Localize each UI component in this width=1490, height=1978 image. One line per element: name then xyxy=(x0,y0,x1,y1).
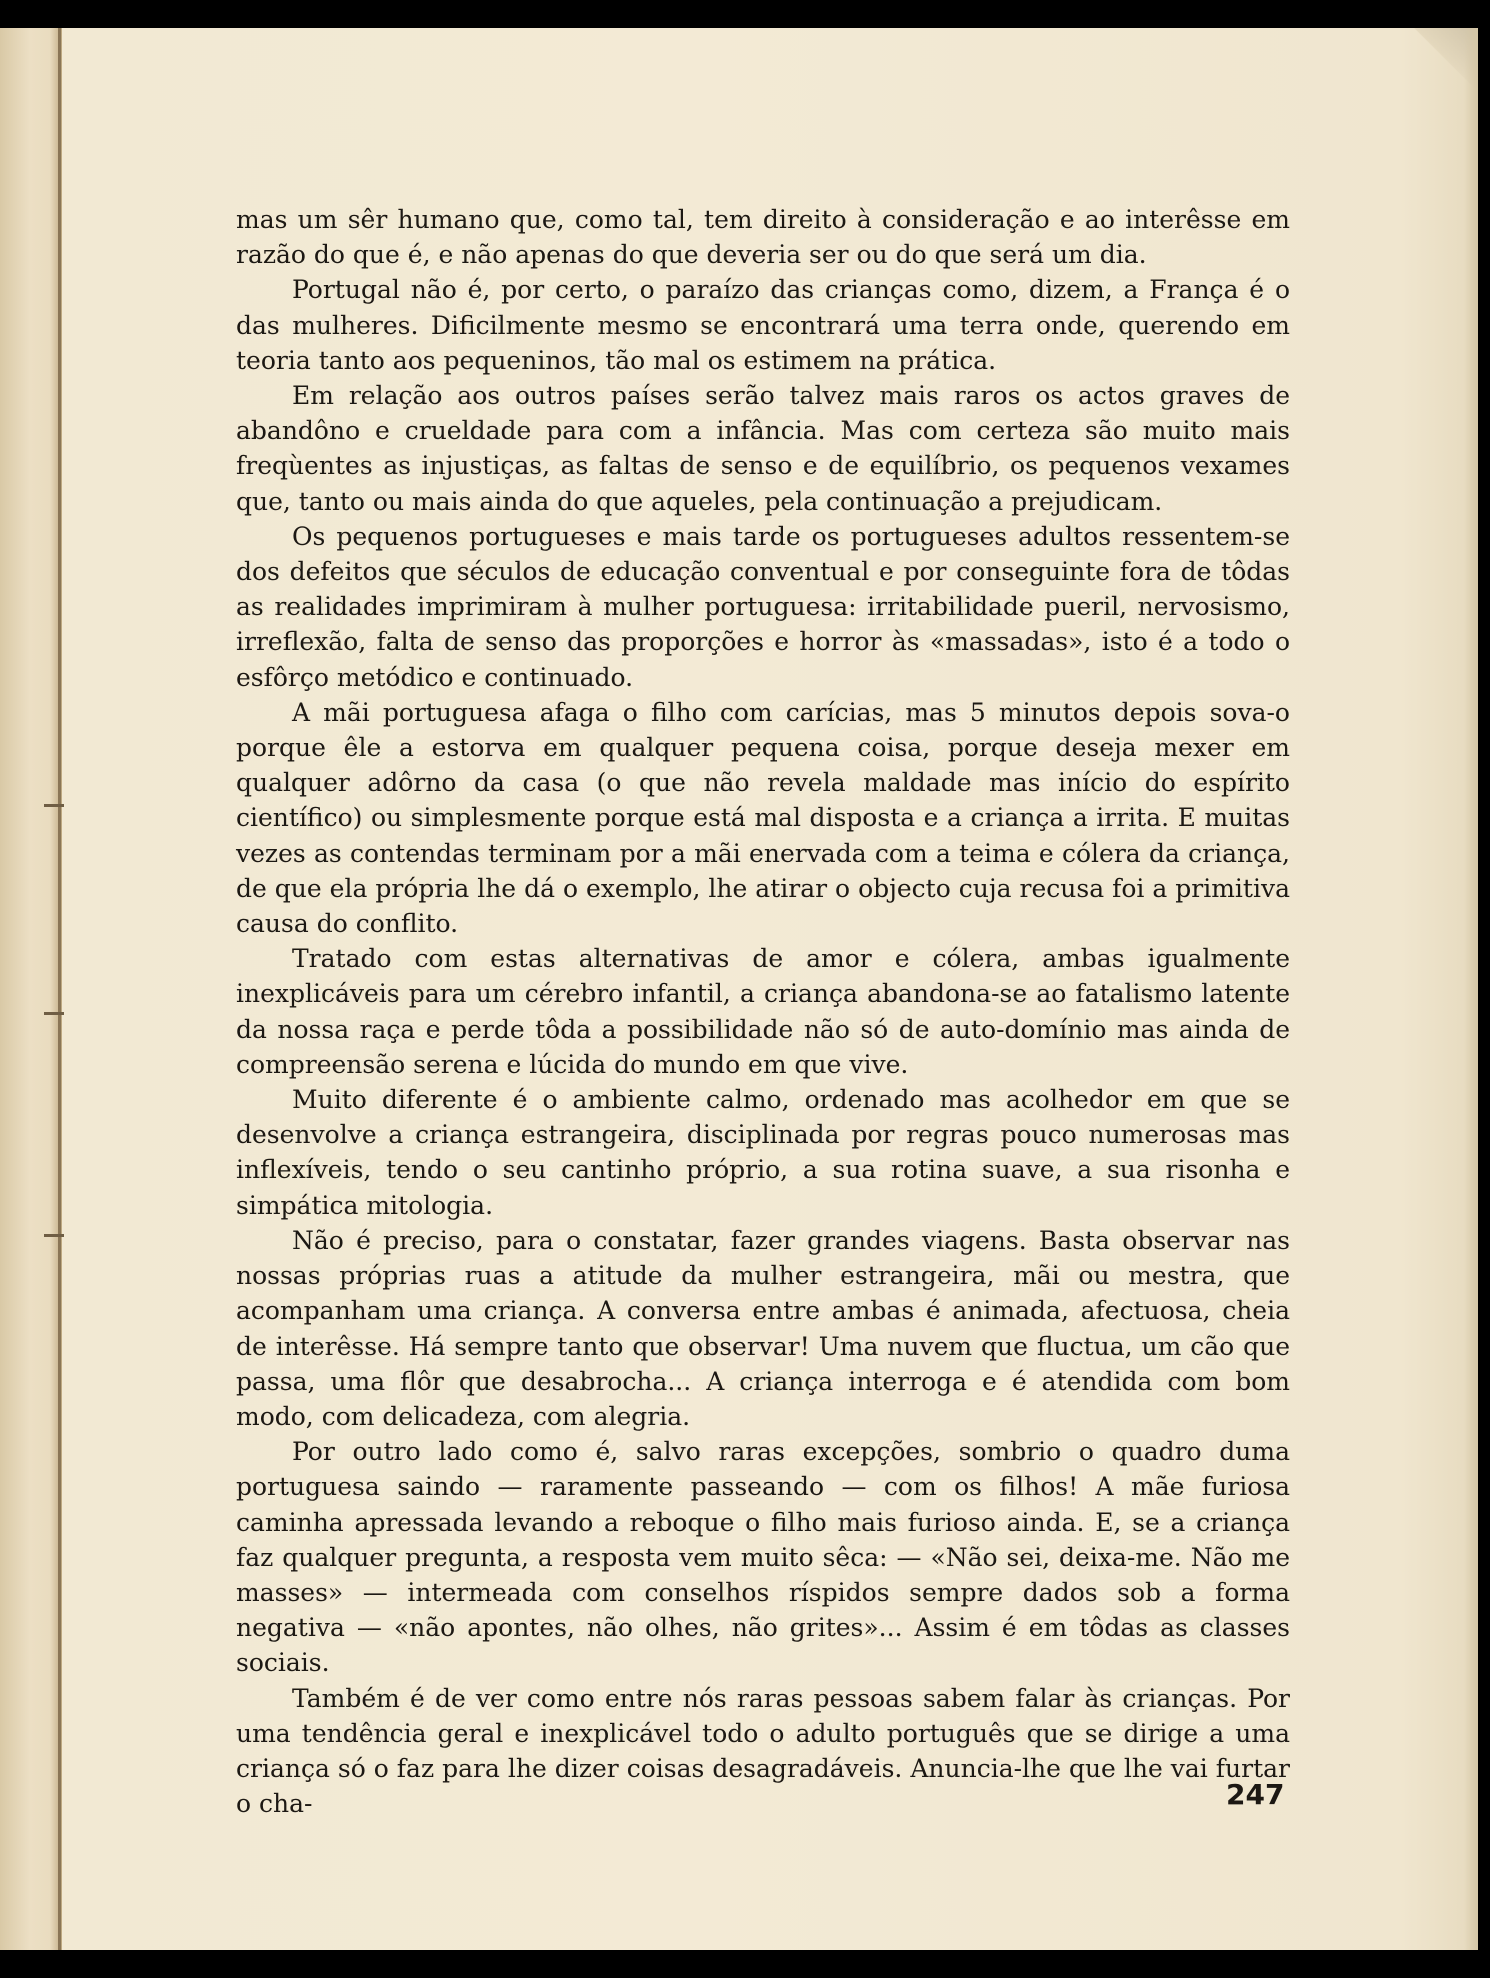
binding-mark xyxy=(44,1234,64,1237)
book-spine xyxy=(0,28,62,1950)
paragraph: Não é preciso, para o constatar, fazer grandes viagens. Basta observar nas nossas próprias ruas a atitude da mulher estrangeira, mãi ou mestra, que acompanham uma criança. A conversa entre ambas é animada, afectuosa, cheia de interêsse. Há sempre tanto que observar! Uma nuvem que fluctua, um cão que passa, uma flôr que desabrocha... A criança interroga e é atendida com bom modo, com delicadeza, com alegria. xyxy=(236,1225,1290,1431)
paragraph: A mãi portuguesa afaga o filho com carícias, mas 5 minutos depois sova-o porque êle a estorva em qualquer pequena coisa, porque deseja mexer em qualquer adôrno da casa (o que não revela maldade mas início do espírito científico) ou simplesmente porque está mal disposta e a criança a irrita. E muitas vezes as contendas terminam por a mãi enervada com a teima e cólera da criança, de que ela própria lhe dá o exemplo, lhe atirar o objecto cuja recusa foi a primitiva causa do conflito. xyxy=(236,697,1290,939)
book-page xyxy=(0,28,1478,1950)
body-text xyxy=(236,202,1290,1821)
paragraph: Também é de ver como entre nós raras pessoas sabem falar às crianças. Por uma tendência geral e inexplicável todo o adulto português que se dirige a uma criança só o faz para lhe dizer coisas desagradáveis. Anuncia-lhe que lhe vai furtar o cha- xyxy=(236,1683,1290,1819)
binding-mark xyxy=(44,1012,64,1015)
paragraph: Os pequenos portugueses e mais tarde os portugueses adultos ressentem-se dos defeitos que séculos de educação conventual e por conseguinte fora de tôdas as realidades imprimiram à mulher portuguesa: irritabilidade pueril, nervosismo, irreflexão, falta de senso das proporções e horror às «massadas», isto é a todo o esfôrço metódico e continuado. xyxy=(236,521,1290,692)
page-number: 247 xyxy=(1226,1778,1285,1811)
paragraph: mas um sêr humano que, como tal, tem direito à consideração e ao interêsse em razão do que é, e não apenas do que deveria ser ou do que será um dia. xyxy=(236,205,1290,270)
page-edge xyxy=(1464,28,1478,1950)
paragraph: Portugal não é, por certo, o paraízo das crianças como, dizem, a França é o das mulheres. Dificilmente mesmo se encontrará uma terra onde, querendo em teoria tanto aos pequeninos, tão mal os estimem na prática. xyxy=(236,275,1290,375)
binding-mark xyxy=(44,804,64,807)
paragraph: Por outro lado como é, salvo raras excepções, sombrio o quadro duma portuguesa saindo — raramente passeando — com os filhos! A mãe furiosa caminha apressada levando a reboque o filho mais furioso ainda. E, se a criança faz qualquer pregunta, a resposta vem muito sêca: — «Não sei, deixa-me. Não me masses» — intermeada com conselhos ríspidos sempre dados sob a forma negativa — «não apontes, não olhes, não grites»... Assim é em tôdas as classes sociais. xyxy=(236,1437,1290,1678)
paragraph: Tratado com estas alternativas de amor e cólera, ambas igualmente inexplicáveis para um cérebro infantil, a criança abandona-se ao fatalismo latente da nossa raça e perde tôda a possibilidade não só de auto-domínio mas ainda de compreensão serena e lúcida do mundo em que vive. xyxy=(236,944,1290,1079)
paragraph: Muito diferente é o ambiente calmo, ordenado mas acolhedor em que se desenvolve a criança estrangeira, disciplinada por regras pouco numerosas mas inflexíveis, tendo o seu cantinho próprio, a sua rotina suave, a sua risonha e simpática mitologia. xyxy=(236,1085,1290,1220)
paragraph: Em relação aos outros países serão talvez mais raros os actos graves de abandôno e crueldade para com a infância. Mas com certeza são muito mais freqùentes as injustiças, as faltas de senso e de equilíbrio, os pequenos vexames que, tanto ou mais ainda do que aqueles, pela continuação a prejudicam. xyxy=(236,381,1290,516)
spine-fold-line xyxy=(58,28,61,1950)
